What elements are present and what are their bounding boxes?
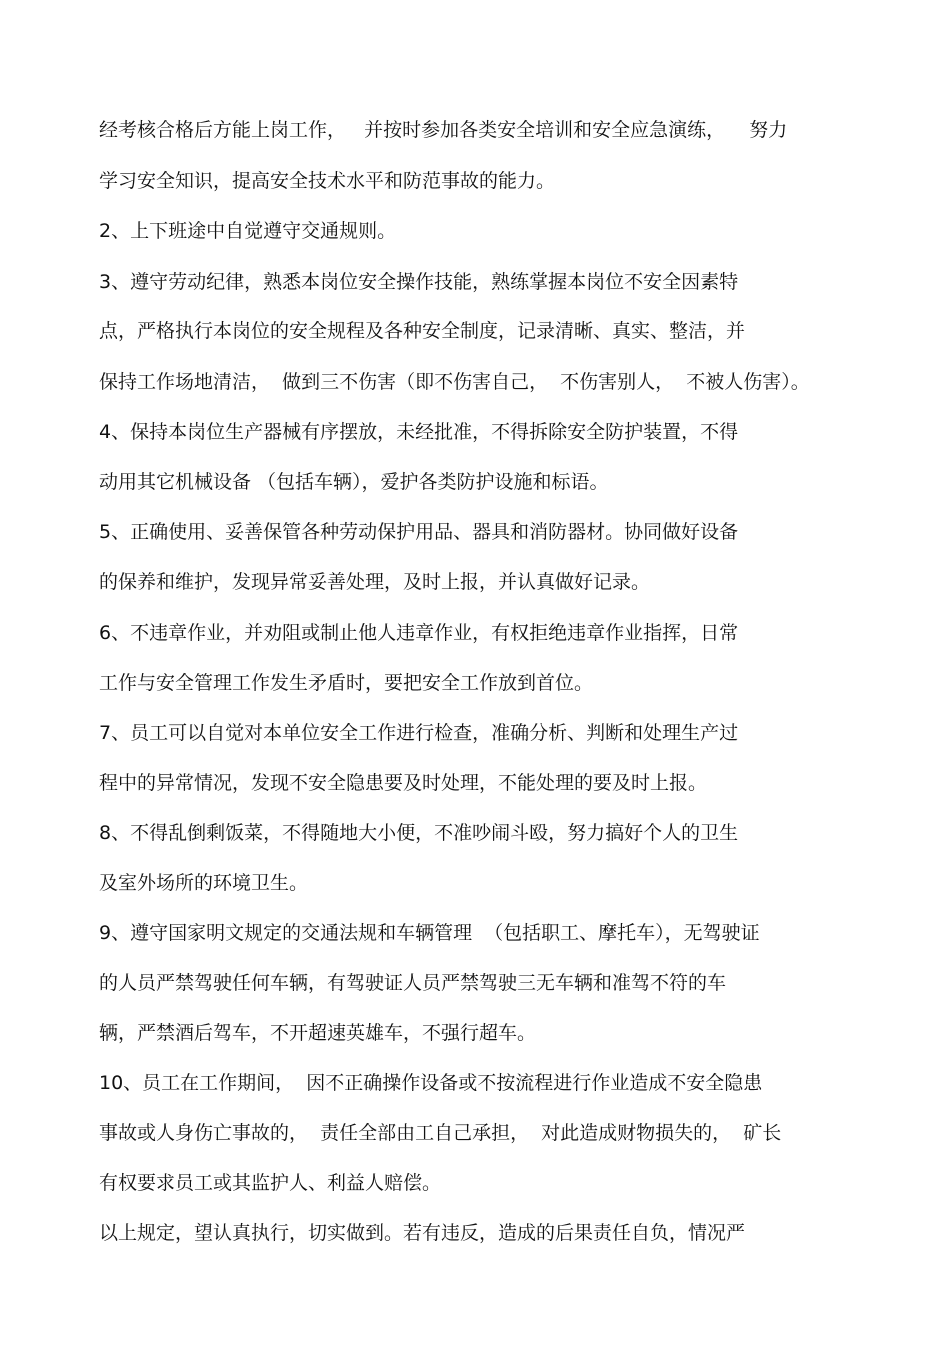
- text-line: 7、员工可以自觉对本单位安全工作进行检查，准确分析、判断和处理生产过: [99, 722, 739, 744]
- text-line: 及室外场所的环境卫生。: [99, 872, 309, 894]
- text-line: 工作与安全管理工作发生矛盾时，要把安全工作放到首位。: [99, 672, 594, 694]
- text-line: 10、员工在工作期间， 因不正确操作设备或不按流程进行作业造成不安全隐患: [99, 1072, 763, 1094]
- text-line: 6、不违章作业，并劝阻或制止他人违章作业，有权拒绝违章作业指挥，日常: [99, 622, 739, 644]
- text-line: 以上规定，望认真执行，切实做到。若有违反，造成的后果责任自负，情况严: [99, 1222, 746, 1244]
- text-line: 点，严格执行本岗位的安全规程及各种安全制度，记录清晰、真实、整洁，并: [99, 320, 746, 342]
- text-line: 4、保持本岗位生产器械有序摆放，未经批准，不得拆除安全防护装置，不得: [99, 421, 739, 443]
- text-line: 的人员严禁驾驶任何车辆，有驾驶证人员严禁驾驶三无车辆和准驾不符的车: [99, 972, 727, 994]
- text-line: 2、上下班途中自觉遵守交通规则。: [99, 220, 397, 242]
- text-line: 3、遵守劳动纪律，熟悉本岗位安全操作技能，熟练掌握本岗位不安全因素特: [99, 271, 739, 293]
- text-line: 学习安全知识，提高安全技术水平和防范事故的能力。: [99, 170, 556, 192]
- text-line: 程中的异常情况，发现不安全隐患要及时处理，不能处理的要及时上报。: [99, 772, 708, 794]
- text-line: 辆，严禁酒后驾车，不开超速英雄车，不强行超车。: [99, 1022, 537, 1044]
- text-line: 8、不得乱倒剩饭菜，不得随地大小便，不准吵闹斗殴，努力搞好个人的卫生: [99, 822, 739, 844]
- text-line: 5、正确使用、妥善保管各种劳动保护用品、器具和消防器材。协同做好设备: [99, 521, 739, 543]
- text-line: 动用其它机械设备 （包括车辆），爱护各类防护设施和标语。: [99, 471, 609, 493]
- text-line: 的保养和维护，发现异常妥善处理，及时上报，并认真做好记录。: [99, 571, 651, 593]
- text-line: 事故或人身伤亡事故的， 责任全部由工自己承担， 对此造成财物损失的， 矿长: [99, 1122, 782, 1144]
- text-line: 9、遵守国家明文规定的交通法规和车辆管理 （包括职工、摩托车），无驾驶证: [99, 922, 760, 944]
- text-line: 有权要求员工或其监护人、利益人赔偿。: [99, 1172, 442, 1194]
- text-line: 经考核合格后方能上岗工作， 并按时参加各类安全培训和安全应急演练， 努力: [99, 119, 788, 141]
- text-line: 保持工作场地清洁， 做到三不伤害（即不伤害自己， 不伤害别人， 不被人伤害）。: [99, 371, 810, 393]
